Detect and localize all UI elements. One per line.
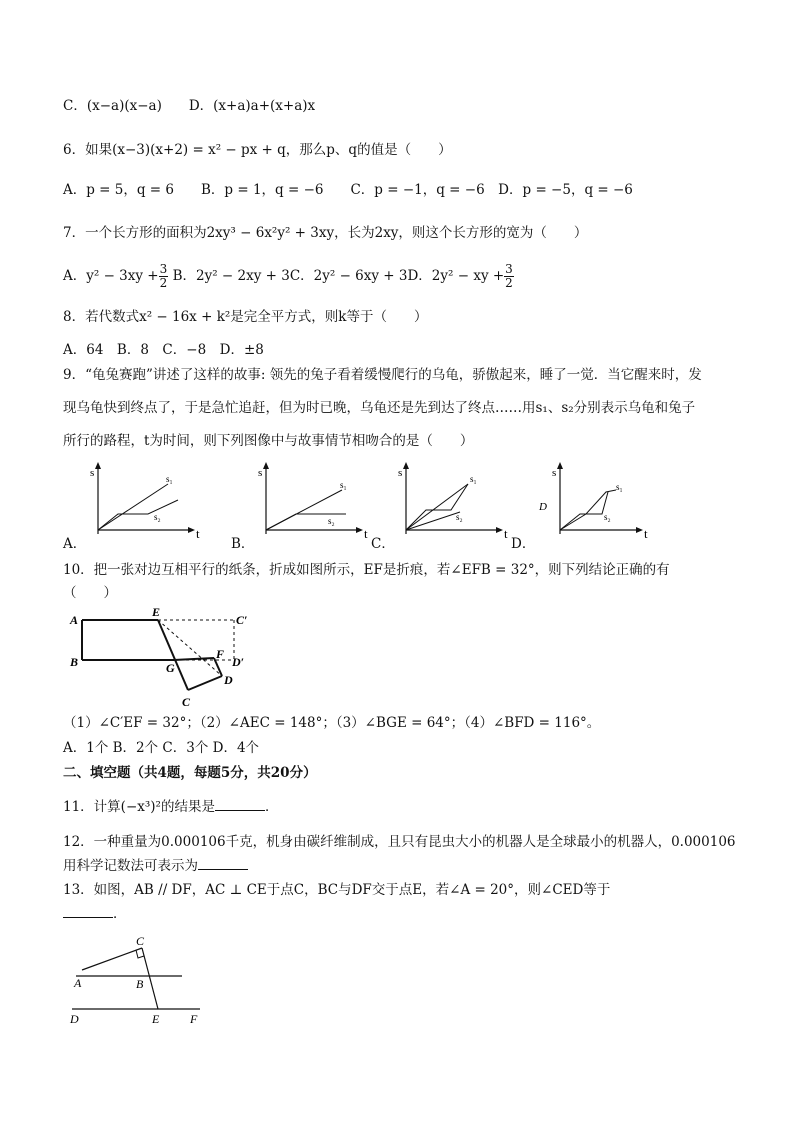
q9-graph-d-s-label: s <box>552 467 557 479</box>
q9-graph-c-s2: s₂ <box>456 512 463 522</box>
fig10-label-d: D <box>224 673 233 687</box>
q11-stem: 11．计算(−x³)²的结果是 ． <box>63 799 279 815</box>
q9-option-b-label: B． <box>231 536 255 552</box>
q9-graph-b-s1: s₁ <box>340 480 347 490</box>
q13-figure <box>66 932 216 1028</box>
q10-options: A．1个 B．2个 C．3个 D．4个 <box>63 740 260 756</box>
q9-graph-b-s2: s₂ <box>328 516 335 526</box>
q9-graph-a-s2: s₂ <box>154 512 161 522</box>
fig10-label-f: F <box>216 647 225 661</box>
q9-option-d-label: D． <box>511 536 536 552</box>
q7-option-a: A．y² − 3xy + <box>63 268 159 284</box>
fig10-label-c-prime: C′ <box>236 613 248 627</box>
q5-options-cd: C．(x−a)(x−a) D．(x+a)a+(x+a)x <box>63 98 316 114</box>
q9-graph-b <box>256 462 366 542</box>
q9-graph-d-extra-label: D <box>539 501 547 513</box>
fig10-label-a: A <box>70 613 79 627</box>
q9-graph-b-t-label: t <box>364 526 368 541</box>
q9-graph-c-t-label: t <box>504 526 508 541</box>
q9-graph-b-s-label: s <box>258 467 263 479</box>
q9-graph-a-s-label: s <box>90 467 95 479</box>
fig10-label-d-prime: D′ <box>232 655 245 669</box>
q10-stem-line1: 10．把一张对边互相平行的纸条，折成如图所示，EF是折痕，若∠EFB = 32°，则下列结论正确的有 <box>63 562 670 578</box>
fig13-label-c: C <box>136 934 145 948</box>
q9-graph-c-s-label: s <box>398 467 403 479</box>
q7-fraction-d: $\frac{3}{2}$ <box>505 262 513 290</box>
q11-answer-blank[interactable] <box>215 798 265 811</box>
q9-option-a-label: A． <box>63 536 87 552</box>
q12-stem-line2: 用科学记数法可表示为 <box>63 856 248 876</box>
fig13-label-f: F <box>190 1012 198 1026</box>
q12-stem-line1: 12．一种重量为0.000106千克，机身由碳纤维制成，且只有昆虫大小的机器人是全球最小的机器人，0.000106 <box>63 834 736 850</box>
q9-stem-line2: 现乌龟快到终点了，于是急忙追赶，但为时已晚，乌龟还是先到达了终点……用s₁、s₂分别表示乌龟和兔子 <box>63 400 696 416</box>
q9-graph-a-s1: s₁ <box>166 474 173 484</box>
fig13-label-b: B <box>136 977 144 991</box>
q9-stem-line1: 9．“龟兔赛跑”讲述了这样的故事: 领先的兔子看着缓慢爬行的乌龟，骄傲起来，睡了一觉．当它醒来时，发 <box>63 367 702 383</box>
q9-graph-a <box>88 462 198 542</box>
q8-options: A．64 B．8 C．−8 D．±8 <box>63 342 264 358</box>
q13-stem: 13．如图，AB // DF，AC ⊥ CE于点C，BC与DF交于点E，若∠A = 20°，则∠CED等于 <box>63 882 611 898</box>
q9-stem-line3: 所行的路程，t为时间，则下列图像中与故事情节相吻合的是（ ） <box>63 433 474 449</box>
q12-answer-blank[interactable] <box>198 857 248 870</box>
section-2-heading: 二、填空题（共4题，每题5分，共20分） <box>63 765 317 781</box>
fig13-label-d: D <box>70 1012 79 1026</box>
q9-option-c-label: C． <box>371 536 395 552</box>
fig10-label-g: G <box>166 661 175 675</box>
q7-options <box>63 262 514 290</box>
q9-graph-a-t-label: t <box>196 526 200 541</box>
fig13-label-a: A <box>74 976 82 990</box>
fig13-label-e: E <box>152 1012 160 1026</box>
q9-graph-d-s1: s₁ <box>616 482 623 492</box>
q10-statements: （1）∠C′EF = 32°；（2）∠AEC = 148°；（3）∠BGE = 64°；（4）∠BFD = 116°。 <box>63 715 601 731</box>
q9-graph-c-s1: s₁ <box>470 474 477 484</box>
q9-graph-d-t-label: t <box>644 526 648 541</box>
q10-stem-line2: （ ） <box>63 585 117 601</box>
q6-stem: 6．如果(x−3)(x+2) = x² − px + q，那么p、q的值是（ ） <box>63 142 452 158</box>
q7-option-bcd: B．2y² − 2xy + 3C．2y² − 6xy + 3D．2y² − xy + <box>172 268 505 284</box>
q9-graph-c <box>396 462 506 542</box>
fig10-label-e: E <box>152 605 161 619</box>
q6-options: A．p = 5，q = 6 B．p = 1，q = −6 C．p = −1，q = −6 D．p = −5，q = −6 <box>63 182 633 198</box>
q8-stem: 8．若代数式x² − 16x + k²是完全平方式，则k等于（ ） <box>63 309 428 325</box>
fig10-label-c: C <box>182 695 191 709</box>
q7-fraction-a: $\frac{3}{2}$ <box>159 262 168 290</box>
q10-figure <box>66 606 266 710</box>
q7-stem: 7．一个长方形的面积为2xy³ − 6x²y² + 3xy，长为2xy，则这个长方形的宽为（ ） <box>63 225 588 241</box>
q13-blank-line: ． <box>63 904 127 924</box>
q9-graph-d-s2: s₂ <box>604 512 611 522</box>
fig10-label-b: B <box>70 655 79 669</box>
q9-graph-d <box>536 462 646 542</box>
q13-answer-blank[interactable] <box>63 905 113 918</box>
